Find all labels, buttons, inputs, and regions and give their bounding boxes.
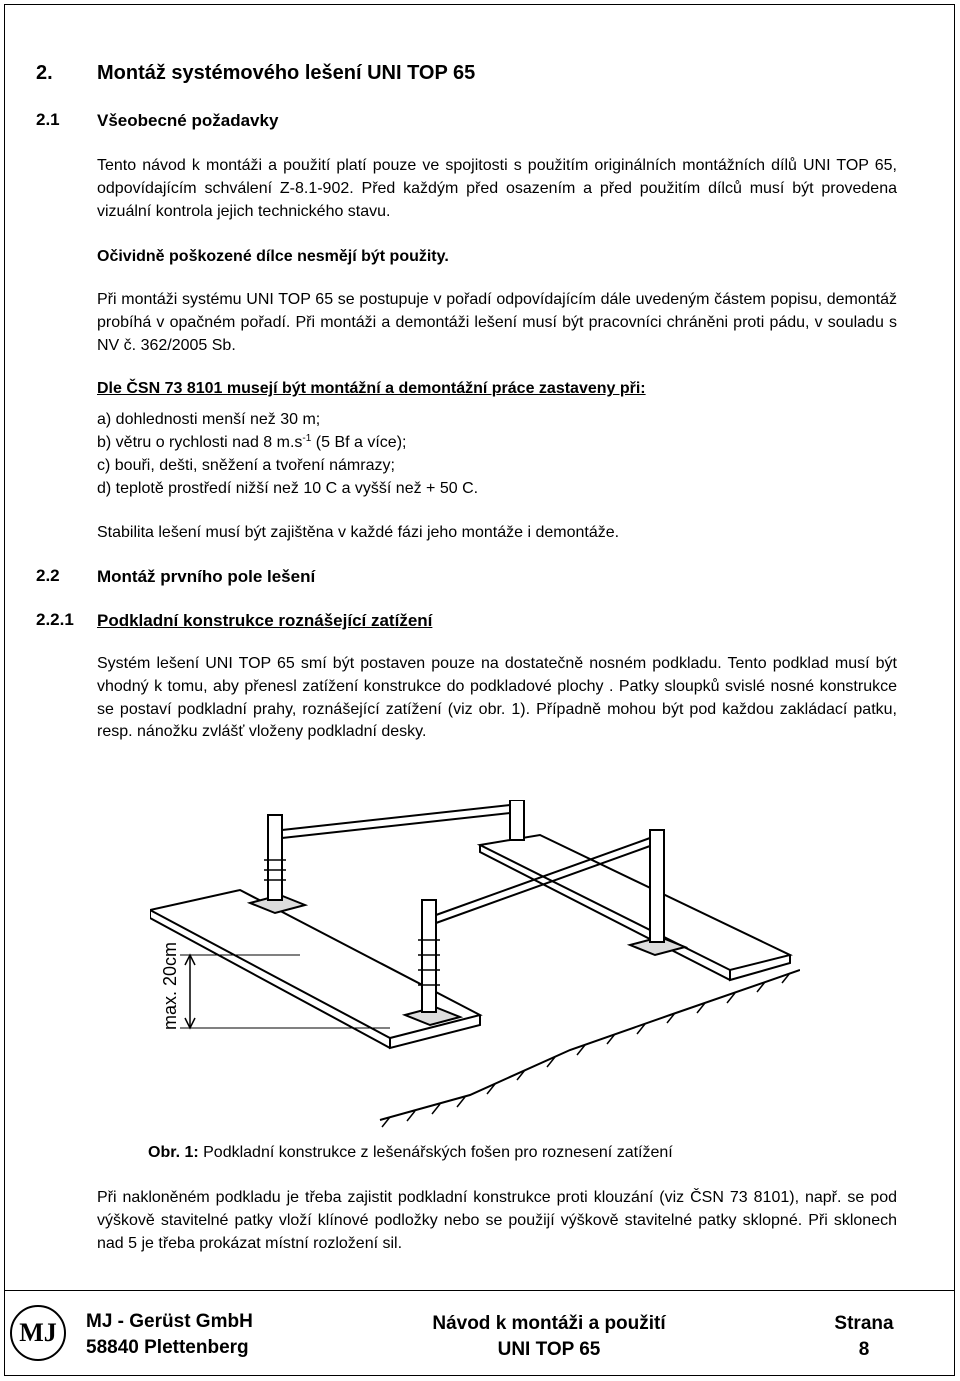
company-city: 58840 Plettenberg [86, 1337, 249, 1358]
page-footer [4, 1290, 955, 1377]
subsection-number: 2.2.1 [36, 610, 74, 629]
list-item: c) bouři, dešti, sněžení a tvoření námrazy; [97, 457, 395, 474]
company-logo: MJ [10, 1305, 66, 1361]
list-item: b) větru o rychlosti nad 8 $m.s^{-1}$ (5 Bf a více); [97, 433, 407, 451]
section-number: 2. [36, 62, 53, 84]
page-number: 8 [858, 1339, 870, 1360]
document-title: Návod k montáži a použití [432, 1313, 666, 1334]
paragraph-foundation: Systém lešení UNI TOP 65 smí být postaven pouze na dostatečně nosném podkladu. Tento podklad musí být vhodný k tomu, aby přenesl zatížení konstrukce do podkladové plochy . Patky sloupků svislé nosné konstrukce se postaví podkladní prahy, roznášející zatížení (viz obr. 1). Případně mohou být pod každou zakládací patku, resp. nánožku zvlášť vloženy podkladní desky. [97, 655, 897, 741]
paragraph-warning: Očividně poškozené dílce nesmějí být použity. [97, 248, 449, 265]
subsection-title: Všeobecné požadavky [97, 111, 279, 130]
paragraph-conditions-heading: Dle ČSN 73 8101 musejí být montážní a demontážní práce zastaveny při: [97, 380, 646, 397]
paragraph-slope: Při nakloněném podkladu je třeba zajistit podkladní konstrukce proti klouzání (viz ČSN 73 8101), např. se pod výškově stavitelné patky vloží klínové podložky nebo se použijí výškově stavitelné patky sklopné. Při sklonech nad 5 je třeba prokázat místní rozložení sil. [97, 1189, 897, 1252]
paragraph-stability: Stabilita lešení musí být zajištěna v každé fázi jeho montáže i demontáže. [97, 524, 620, 541]
paragraph-intro: Tento návod k montáži a použití platí pouze ve spojitosti s použitím originálních montážních dílů UNI TOP 65, odpovídajícím schválení Z-8.1-902. Před každým před osazením a před použitím dílců musí být provedena vizuální kontrola jejich technického stavu. [97, 157, 897, 220]
subsection-number: 2.1 [36, 110, 60, 129]
subsection-title: Montáž prvního pole lešení [97, 567, 316, 586]
subsection-number: 2.2 [36, 566, 60, 585]
paragraph-order: Při montáži systému UNI TOP 65 se postupuje v pořadí odpovídajícím dále uvedeným částem popisu, demontáž probíhá v opačném pořadí. Při montáži a demontáži lešení musí být pracovníci chráněni proti pádu, v souladu s NV č. 362/2005 Sb. [97, 291, 897, 354]
subsection-title: Podkladní konstrukce roznášející zatížení [97, 611, 433, 630]
list-item: a) dohlednosti menší než 30 m; [97, 411, 321, 428]
conditions-list [97, 409, 897, 501]
list-item: d) teplotě prostředí nižší než 10 C a vyšší než + 50 C. [97, 480, 479, 497]
document-subtitle: UNI TOP 65 [497, 1339, 601, 1360]
dimension-label: max. 20cm [160, 941, 180, 1030]
page-label: Strana [834, 1313, 894, 1334]
figure-caption: Obr. 1: Podkladní konstrukce z lešenářských fošen pro roznesení zatížení [148, 1144, 673, 1161]
company-name: MJ - Gerüst GmbH [86, 1311, 253, 1332]
section-title: Montáž systémového lešení UNI TOP 65 [97, 62, 476, 84]
foundation-illustration [150, 800, 800, 1130]
